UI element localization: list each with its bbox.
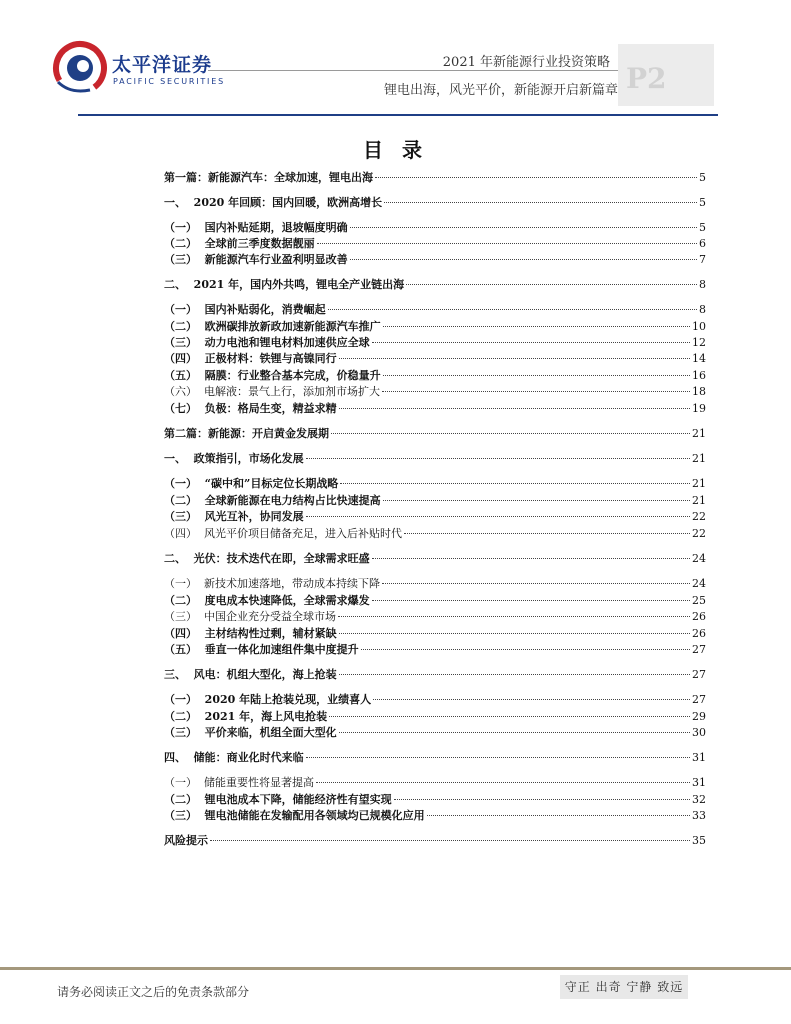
toc-title: 目 录 [363, 138, 428, 162]
toc-entry[interactable]: （三） 锂电池储能在发输配用各领域均已规模化应用 33 [164, 809, 706, 822]
toc-entry[interactable]: （三） 风光互补，协同发展 22 [164, 510, 706, 523]
footer-motto: 守正 出奇 宁静 致远 [560, 975, 688, 999]
toc-entry[interactable]: 四、 储能：商业化时代来临 31 [164, 751, 706, 764]
toc-entry[interactable]: （六） 电解液：景气上行，添加剂市场扩大 18 [164, 385, 706, 398]
toc-entry[interactable]: （三） 中国企业充分受益全球市场 26 [164, 610, 706, 623]
toc-entry[interactable]: （四） 风光平价项目储备充足，进入后补贴时代 22 [164, 527, 706, 540]
toc-entry[interactable]: （二） 全球前三季度数据靓丽 6 [164, 237, 706, 250]
header-divider [78, 114, 718, 116]
toc-entry[interactable]: （二） 度电成本快速降低，全球需求爆发 25 [164, 594, 706, 607]
toc-entry[interactable]: （二） 欧洲碳排放新政加速新能源汽车推广 10 [164, 320, 706, 333]
footer-divider [0, 967, 791, 970]
toc-entry[interactable]: （三） 动力电池和锂电材料加速供应全球 12 [164, 336, 706, 349]
company-logo [50, 38, 225, 98]
toc-entry[interactable]: （二） 2021 年，海上风电抢装 29 [164, 710, 706, 723]
toc-entry[interactable]: 风险提示 35 [164, 834, 706, 847]
toc-entry[interactable]: （四） 主材结构性过剩，辅材紧缺 26 [164, 627, 706, 640]
logo-swirl-icon [50, 38, 108, 96]
toc-entry[interactable]: 二、 2021 年，国内外共鸣，锂电全产业链出海 8 [164, 278, 706, 291]
toc-entry[interactable]: （四） 正极材料：铁锂与高镍同行 14 [164, 352, 706, 365]
toc-entry[interactable]: （一） “碳中和”目标定位长期战略 21 [164, 477, 706, 490]
toc-entry[interactable]: （一） 2020 年陆上抢装兑现，业绩喜人 27 [164, 693, 706, 706]
toc-entry[interactable]: （二） 全球新能源在电力结构占比快速提高 21 [164, 494, 706, 507]
logo-english-name: PACIFIC SECURITIES [113, 77, 225, 86]
toc-entry[interactable]: （一） 国内补贴延期，退坡幅度明确 5 [164, 221, 706, 234]
report-subtitle: 锂电出海，风光平价，新能源开启新篇章 [383, 83, 618, 98]
footer-disclaimer: 请务必阅读正文之后的免责条款部分 [57, 985, 250, 999]
header-title-bar [208, 50, 618, 71]
toc-entry[interactable]: 一、 政策指引，市场化发展 21 [164, 452, 706, 465]
toc-entry[interactable]: （一） 国内补贴弱化，消费崛起 8 [164, 303, 706, 316]
toc-entry[interactable]: 二、 光伏：技术迭代在即，全球需求旺盛 24 [164, 552, 706, 565]
toc-entry[interactable]: （一） 储能重要性将显著提高 31 [164, 776, 706, 789]
toc-entry[interactable]: （一） 新技术加速落地，带动成本持续下降 24 [164, 577, 706, 590]
toc-entry[interactable]: （三） 平价来临，机组全面大型化 30 [164, 726, 706, 739]
toc-entry[interactable]: （三） 新能源汽车行业盈利明显改善 7 [164, 253, 706, 266]
toc-entry[interactable]: （七） 负极：格局生变，精益求精 19 [164, 402, 706, 415]
toc-entry[interactable]: 一、 2020 年回顾：国内回暖，欧洲高增长 5 [164, 196, 706, 209]
toc-entry[interactable]: 三、 风电：机组大型化，海上抢装 27 [164, 668, 706, 681]
logo-chinese-name: 太平洋证券 [112, 54, 213, 76]
report-title: 2021 年新能源行业投资策略 [442, 55, 610, 70]
page-number: P2 [626, 62, 667, 95]
toc-entry[interactable]: （二） 锂电池成本下降，储能经济性有望实现 32 [164, 793, 706, 806]
toc-entry[interactable]: 第二篇：新能源：开启黄金发展期 21 [164, 427, 706, 440]
toc-entry[interactable]: 第一篇：新能源汽车：全球加速，锂电出海 5 [164, 171, 706, 184]
toc-entry[interactable]: （五） 垂直一体化加速组件集中度提升 27 [164, 643, 706, 656]
toc-entry[interactable]: （五） 隔膜：行业整合基本完成，价稳量升 16 [164, 369, 706, 382]
